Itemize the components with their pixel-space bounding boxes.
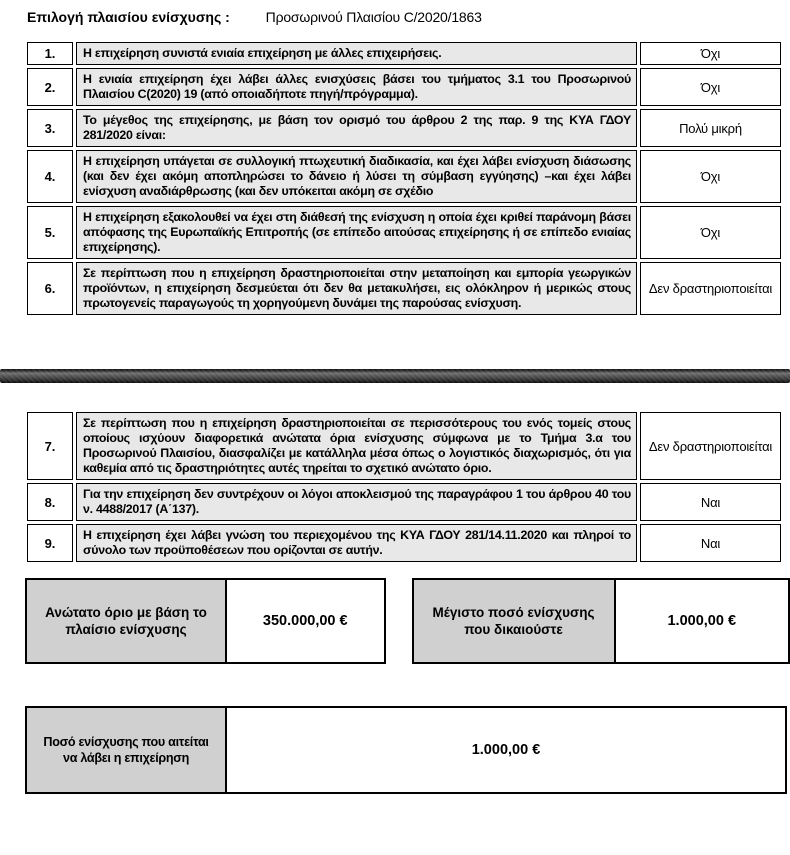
table-row [27,483,781,521]
table-row [27,206,781,259]
row-number: 6. [27,262,73,315]
answer-cell: Ναι [640,524,781,562]
eligibility-table-1 [24,39,784,318]
row-number: 7. [27,412,73,480]
framework-select-value: Προσωρινού Πλαισίου C/2020/1863 [265,9,482,25]
answer-cell: Όχι [640,206,781,259]
criterion-text: Η ενιαία επιχείρηση έχει λάβει άλλες ενισχύσεις βάσει του τμήματος 3.1 του Προσωρινού Πλαισίου C(2020) 19 (από οποιαδήποτε πηγή/πρόγραμμα). [76,68,637,106]
summary-row [25,578,790,664]
row-number: 5. [27,206,73,259]
max-aid-value: 1.000,00 € [667,613,737,629]
row-number: 9. [27,524,73,562]
criterion-text: Η επιχείρηση έχει λάβει γνώση του περιεχομένου της ΚΥΑ ΓΔΟΥ 281/14.11.2020 και πληροί το σύνολο των προϋποθέσεων που ορίζονται σε αυτήν. [76,524,637,562]
answer-cell: Όχι [640,42,781,65]
max-aid-box [412,578,790,664]
criterion-text: Η επιχείρηση εξακολουθεί να έχει στη διάθεσή της ενίσχυση η οποία έχει κριθεί παράνομη βάσει απόφασης της Ευρωπαϊκής Επιτροπής (σε επίπεδο αιτούσας επιχείρησης ή σε επίπεδο ενιαίας επιχείρησης). [76,206,637,259]
table-row [27,109,781,147]
max-limit-label: Ανώτατο όριο με βάση το πλαίσιο ενίσχυσης [27,580,227,662]
max-limit-value: 350.000,00 € [262,613,348,629]
criterion-text: Η επιχείρηση συνιστά ενιαία επιχείρηση με άλλες επιχειρήσεις. [76,42,637,65]
answer-cell: Όχι [640,150,781,203]
table-row [27,262,781,315]
criterion-text: Σε περίπτωση που η επιχείρηση δραστηριοποιείται στην μεταποίηση και εμπορία γεωργικών προϊόντων, η επιχείρηση δεσμεύεται ότι δεν θα μετακυλήσει, εις ολόκληρον ή μερικώς στους πρωτογενείς παραγωγούς τη χορηγούμενη δυνάμει της παρούσας ενίσχυση. [76,262,637,315]
table-row [27,68,781,106]
criterion-text: Σε περίπτωση που η επιχείρηση δραστηριοποιείται σε περισσότερους του ενός τομείς στους οποίους ισχύουν διαφορετικά ανώτατα όρια ενίσχυσης σύμφωνα με το Τμήμα 3.α του Προσωρινού Πλαισίου, διασφαλίζει με κατάλληλα μέσα όπως ο λογιστικός διαχωρισμός, ότι για καθεμία από τις δραστηριότητες αυτές τηρείται το σχετικό ανώτατο όριο. [76,412,637,480]
page-title [0,0,790,25]
answer-cell: Ναι [640,483,781,521]
row-number: 4. [27,150,73,203]
section-divider-bar [0,369,790,383]
requested-amount-box [25,706,787,794]
table-row [27,524,781,562]
eligibility-table-2 [24,409,784,565]
answer-cell: Όχι [640,68,781,106]
answer-cell: Πολύ μικρή [640,109,781,147]
max-aid-label: Μέγιστο ποσό ενίσχυσης που δικαιούστε [414,580,616,662]
criterion-text: Το μέγεθος της επιχείρησης, με βάση τον ορισμό του άρθρου 2 της παρ. 9 της ΚΥΑ ΓΔΟΥ 281/2020 είναι: [76,109,637,147]
requested-amount-value: 1.000,00 € [471,742,541,758]
answer-cell: Δεν δραστηριοποιείται [640,262,781,315]
row-number: 1. [27,42,73,65]
table-row [27,150,781,203]
criterion-text: Η επιχείρηση υπάγεται σε συλλογική πτωχευτική διαδικασία, και έχει λάβει ενίσχυση διάσωσης (και δεν έχει ακόμη αποπληρώσει το δάνειο ή λύσει τη σύμβαση εγγύησης) –και έχει λάβει ενίσχυση αναδιάρθρωσης (και δεν υπόκειται ακόμη σε σχέδιο [76,150,637,203]
table-row [27,412,781,480]
max-limit-box [25,578,386,664]
answer-cell: Δεν δραστηριοποιείται [640,412,781,480]
row-number: 2. [27,68,73,106]
table-row [27,42,781,65]
row-number: 8. [27,483,73,521]
framework-select-label: Επιλογή πλαισίου ενίσχυσης : [27,9,230,25]
requested-amount-label: Ποσό ενίσχυσης που αιτείται να λάβει η επιχείρηση [27,708,227,792]
criterion-text: Για την επιχείρηση δεν συντρέχουν οι λόγοι αποκλεισμού της παραγράφου 1 του άρθρου 40 του ν. 4488/2017 (Α΄137). [76,483,637,521]
row-number: 3. [27,109,73,147]
